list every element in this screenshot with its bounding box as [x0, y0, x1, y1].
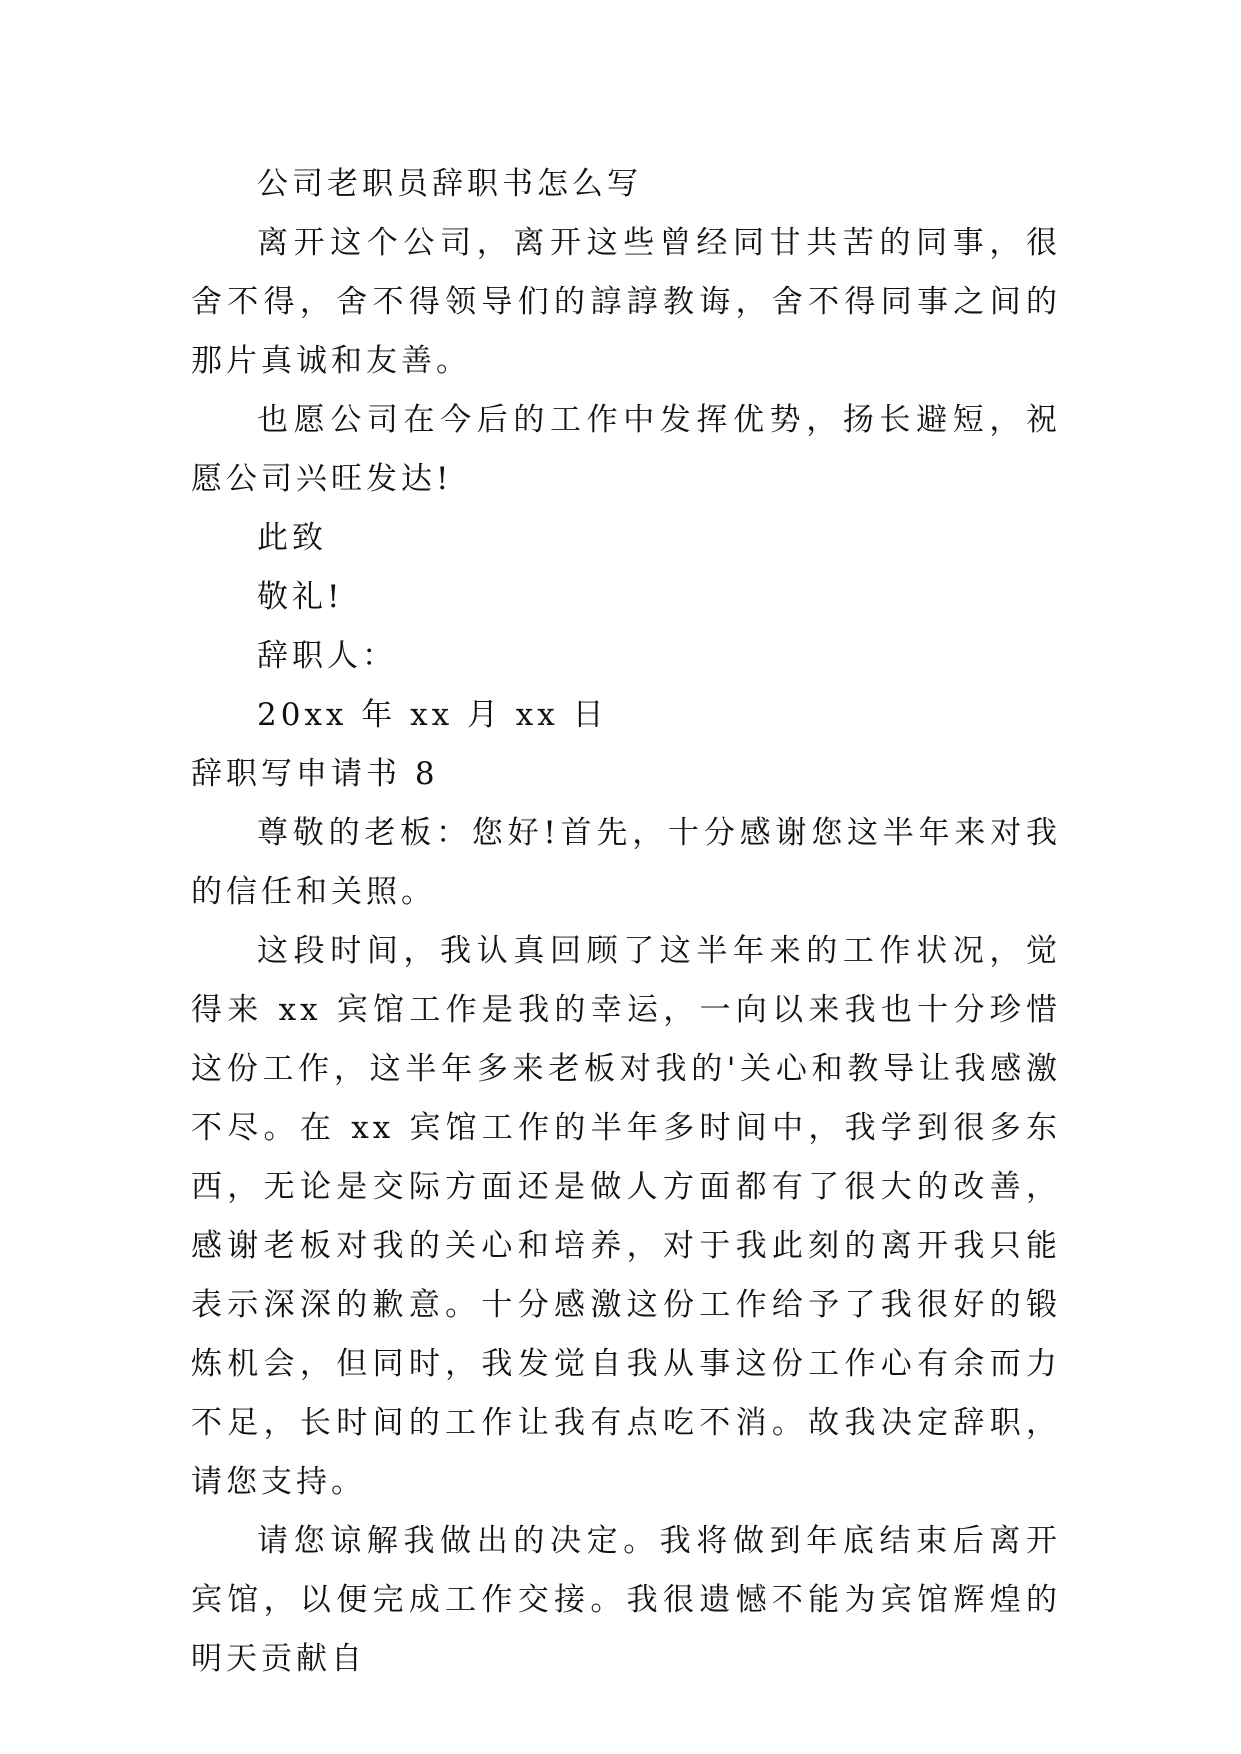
- section-heading: 辞职写申请书 8: [191, 756, 439, 792]
- closing-regards: 敬礼!: [257, 579, 344, 615]
- subheading-resignation-letter-title: 公司老职员辞职书怎么写: [257, 166, 642, 202]
- body-paragraph: 请您谅解我做出的决定。我将做到年底结束后离开宾馆，以便完成工作交接。我很遗憾不能为宾馆辉煌的明天贡献自: [191, 1523, 1061, 1677]
- body-paragraph: 尊敬的老板：您好!首先，十分感谢您这半年来对我的信任和关照。: [191, 815, 1061, 910]
- body-paragraph: 离开这个公司，离开这些曾经同甘共苦的同事，很舍不得，舍不得领导们的諄諄教诲，舍不得同事之间的那片真诚和友善。: [191, 225, 1061, 379]
- document-body: [191, 155, 1061, 1689]
- body-paragraph: 也愿公司在今后的工作中发挥优势，扬长避短，祝愿公司兴旺发达!: [191, 402, 1061, 497]
- closing-salutation: 此致: [257, 520, 327, 556]
- signature-line: 辞职人：: [257, 638, 397, 674]
- date-line: 20xx 年 xx 月 xx 日: [257, 697, 608, 733]
- body-paragraph: 这段时间，我认真回顾了这半年来的工作状况，觉得来 xx 宾馆工作是我的幸运，一向以来我也十分珍惜这份工作，这半年多来老板对我的'关心和教导让我感激不尽。在 xx 宾馆工作的半年多时间中，我学到很多东西，无论是交际方面还是做人方面都有了很大的改善，感谢老板对我的关心和培养，对于我此刻的离开我只能表示深深的歉意。十分感激这份工作给予了我很好的锻炼机会，但同时，我发觉自我从事这份工作心有余而力不足，长时间的工作让我有点吃不消。故我决定辞职，请您支持。: [191, 933, 1061, 1500]
